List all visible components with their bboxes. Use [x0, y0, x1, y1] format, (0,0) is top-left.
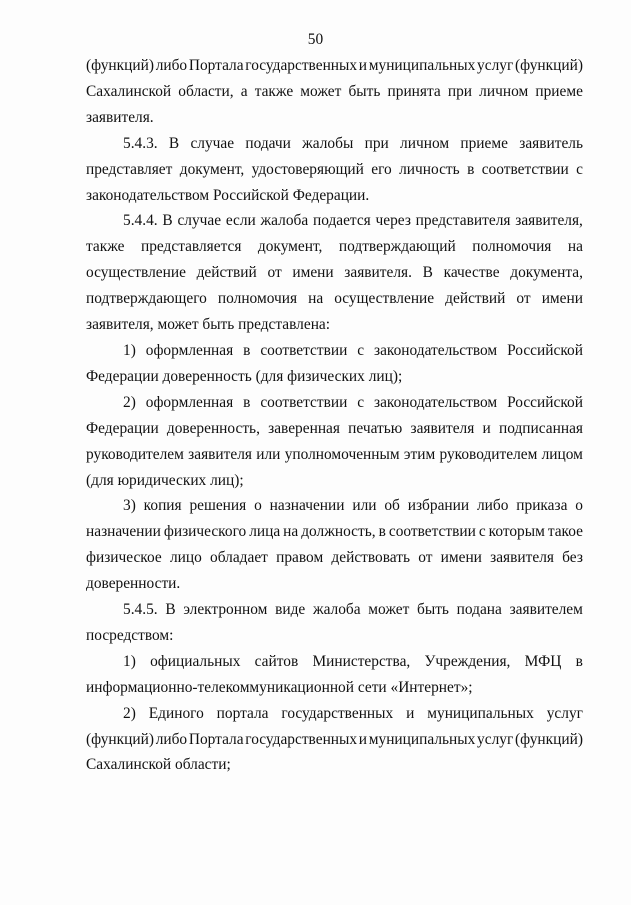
text-line: 1) официальных сайтов Министерства, Учреждения, МФЦ в [123, 652, 583, 670]
list-item-2-power-of-attorney-legal-entities [86, 390, 583, 494]
text-line: 1) оформленная в соответствии с законодательством Российской [123, 341, 583, 359]
text-line: доверенности. [86, 575, 181, 593]
text-line: Сахалинской области, а также может быть принята при личном приеме [86, 82, 583, 100]
text-line: Федерации доверенность (для физических лиц); [86, 367, 403, 385]
text-line: Федерации доверенность, заверенная печатью заявителя и подписанная [86, 419, 583, 437]
text-line: 5.4.3. В случае подачи жалобы при личном приеме заявитель [123, 134, 583, 152]
text-line: также представляется документ, подтверждающий полномочия на [86, 238, 583, 256]
text-line: руководителем заявителя или уполномоченным этим руководителем лицом [86, 445, 583, 463]
list-item-1-power-of-attorney-individuals [86, 338, 583, 390]
text-line: 5.4.5. В электронном виде жалоба может быть подана заявителем [123, 601, 583, 619]
text-line: посредством: [86, 626, 174, 644]
text-line: (функций) либо Портала государственных и муниципальных услуг (функций) [86, 730, 583, 748]
text-line: осуществление действий от имени заявителя. В качестве документа, [86, 264, 583, 282]
list-item-2-unified-portal [86, 701, 583, 779]
text-line: 2) оформленная в соответствии с законодательством Российской [123, 393, 583, 411]
text-line: подтверждающего полномочия на осуществление действий от имени [86, 290, 583, 308]
text-line: заявителя. [86, 108, 154, 126]
paragraph-5-4-5 [86, 597, 583, 649]
document-body [86, 53, 583, 778]
text-line: физическое лицо обладает правом действовать от имени заявителя без [86, 549, 583, 567]
text-line: информационно-телекоммуникационной сети «Интернет»; [86, 678, 473, 696]
text-line: заявителя, может быть представлена: [86, 316, 331, 334]
paragraph-5-4-4 [86, 208, 583, 338]
text-line: 2) Единого портала государственных и муниципальных услуг [123, 704, 583, 722]
text-line: 5.4.4. В случае если жалоба подается через представителя заявителя, [123, 212, 583, 230]
text-line: (функций) либо Портала государственных и муниципальных услуг (функций) [86, 57, 583, 74]
text-line: назначении физического лица на должность, в соответствии с которым такое [86, 523, 583, 541]
page-number: 50 [307, 31, 324, 48]
list-item-3-appointment-decision-copy [86, 493, 583, 597]
text-line: Сахалинской области; [86, 756, 231, 774]
list-item-1-official-websites [86, 649, 583, 701]
text-line: 3) копия решения о назначении или об избрании либо приказа о [123, 497, 583, 515]
text-line: представляет документ, удостоверяющий его личность в соответствии с [86, 160, 583, 178]
paragraph-continuation [86, 53, 583, 131]
text-line: (для юридических лиц); [86, 471, 244, 489]
text-line: законодательством Российской Федерации. [86, 186, 370, 204]
paragraph-5-4-3 [86, 131, 583, 209]
